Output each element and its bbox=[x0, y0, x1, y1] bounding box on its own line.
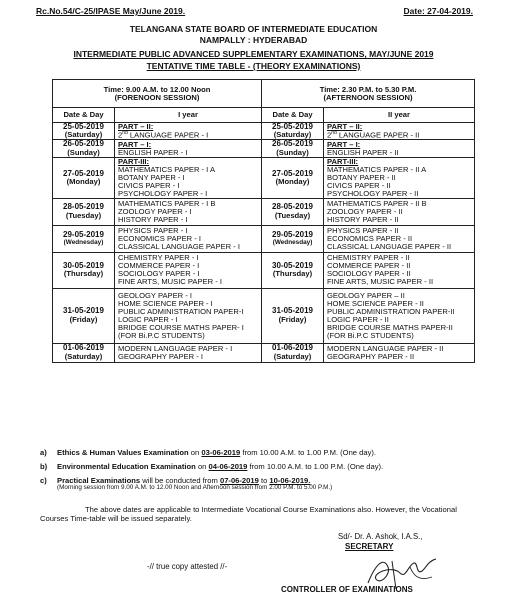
first-year-papers bbox=[115, 288, 262, 343]
first-year-papers bbox=[115, 225, 262, 252]
column-header-date: Date & Day bbox=[53, 108, 115, 123]
paper-name: ENGLISH PAPER - I bbox=[118, 147, 188, 157]
exam-date: 25-05-2019 bbox=[272, 122, 313, 132]
paper-name: MATHEMATICS PAPER - II A bbox=[327, 164, 427, 174]
paper-name: CLASSICAL LANGUAGE PAPER - I bbox=[118, 241, 240, 251]
exam-day: (Saturday) bbox=[64, 351, 103, 361]
paper-name: PHYSICS PAPER - I bbox=[118, 225, 188, 235]
paper-name: PUBLIC ADMINISTRATION PAPER-I bbox=[118, 306, 244, 316]
exam-date: 26-05-2019 bbox=[63, 139, 104, 149]
second-year-papers bbox=[324, 252, 475, 288]
note-a bbox=[40, 449, 480, 457]
part-label: PART – II: bbox=[327, 122, 363, 131]
paper-name: PHYSICS PAPER - II bbox=[327, 225, 399, 235]
date-cell bbox=[53, 157, 115, 198]
exam-day: (Thursday) bbox=[63, 269, 104, 279]
paper-name: CHEMISTRY PAPER - II bbox=[327, 253, 410, 263]
afternoon-session-header bbox=[262, 80, 475, 108]
board-location: NAMPALLY : HYDERABAD bbox=[199, 35, 308, 45]
note-c-to-date: 10-06-2019. bbox=[269, 475, 311, 485]
exam-day: (Thursday) bbox=[272, 269, 313, 279]
exam-day: (Friday) bbox=[69, 314, 98, 324]
paper-name: ECONOMICS PAPER - I bbox=[118, 233, 201, 243]
date-cell bbox=[53, 140, 115, 157]
note-c-text: will be conducted from bbox=[142, 475, 218, 485]
paper-name: SOCIOLOGY PAPER - II bbox=[327, 269, 411, 279]
date-cell bbox=[262, 343, 324, 362]
paper-name: GEOLOGY PAPER - I bbox=[118, 290, 192, 300]
table-row bbox=[53, 225, 475, 252]
second-year-papers bbox=[324, 198, 475, 225]
paper-name: GEOLOGY PAPER – II bbox=[327, 290, 405, 300]
note-c-label: c) bbox=[40, 475, 47, 485]
second-year-papers bbox=[324, 123, 475, 140]
afternoon-time: Time: 2.30 P.M. to 5.30 P.M. bbox=[319, 84, 417, 94]
column-header-first-year: I year bbox=[115, 108, 262, 123]
exam-date: 30-05-2019 bbox=[272, 260, 313, 270]
board-name: TELANGANA STATE BOARD OF INTERMEDIATE EDUCATION bbox=[129, 24, 378, 34]
paper-name: (FOR Bi.P.C STUDENTS) bbox=[327, 330, 414, 340]
exam-day: (Tuesday) bbox=[65, 210, 102, 220]
timetable bbox=[52, 79, 475, 363]
table-row bbox=[53, 140, 475, 157]
document-title: TENTATIVE TIME TABLE - (THEORY EXAMINATIONS) bbox=[146, 61, 361, 71]
table-row bbox=[53, 198, 475, 225]
paper-name: HOME SCIENCE PAPER - I bbox=[118, 298, 213, 308]
part-label: PART-III: bbox=[118, 156, 150, 166]
vocational-note: The above dates are applicable to Intermediate Vocational Course Examinations also. However, the Vocational Courses Time-table will be issued separately. bbox=[40, 505, 457, 524]
note-c-to: to bbox=[260, 475, 268, 485]
exam-day: (Tuesday) bbox=[274, 210, 311, 220]
column-header-date: Date & Day bbox=[262, 108, 324, 123]
note-a-on: on bbox=[190, 448, 200, 457]
signatory-name: Sd/- Dr. A. Ashok, I.A.S., bbox=[338, 532, 423, 541]
paper-name: ZOOLOGY PAPER - I bbox=[118, 206, 192, 216]
paper-name: CHEMISTRY PAPER - I bbox=[118, 253, 199, 263]
paper-name: GEOGRAPHY PAPER - II bbox=[327, 351, 415, 361]
table-row bbox=[53, 343, 475, 362]
exam-date: 29-05-2019 bbox=[272, 230, 313, 240]
first-year-papers bbox=[115, 140, 262, 157]
paper-name: CIVICS PAPER - I bbox=[118, 180, 180, 190]
paper-name: PSYCHOLOGY PAPER - II bbox=[327, 188, 419, 198]
forenoon-session-header bbox=[53, 80, 262, 108]
date-cell bbox=[262, 225, 324, 252]
part-label: PART – II: bbox=[118, 122, 154, 131]
first-year-papers bbox=[115, 343, 262, 362]
paper-name: BOTANY PAPER - I bbox=[118, 172, 185, 182]
exam-day: (Saturday) bbox=[273, 351, 312, 361]
paper-name: MODERN LANGUAGE PAPER - I bbox=[118, 343, 233, 353]
note-c bbox=[40, 477, 480, 492]
part-label: PART – I: bbox=[327, 139, 361, 149]
exam-date: 01-06-2019 bbox=[63, 343, 104, 353]
paper-name: (FOR Bi.P.C STUDENTS) bbox=[118, 330, 205, 340]
exam-date: 27-05-2019 bbox=[272, 168, 313, 178]
paper-name: 2nd LANGUAGE PAPER - II bbox=[327, 129, 420, 140]
exam-date: 31-05-2019 bbox=[63, 306, 104, 316]
exam-day: (Wednesday) bbox=[63, 238, 104, 246]
date-cell bbox=[262, 157, 324, 198]
paper-name: BOTANY PAPER - II bbox=[327, 172, 396, 182]
note-b-title: Environmental Education Examination bbox=[57, 461, 196, 471]
paper-name: 2nd LANGUAGE PAPER - I bbox=[118, 129, 209, 140]
exam-day: (Saturday) bbox=[64, 130, 103, 140]
paper-name: CIVICS PAPER - II bbox=[327, 180, 391, 190]
reference-number: Rc.No.54/C-25/IPASE May/June 2019. bbox=[36, 6, 186, 16]
first-year-papers bbox=[115, 123, 262, 140]
date-cell bbox=[53, 198, 115, 225]
exam-date: 28-05-2019 bbox=[63, 202, 104, 212]
column-header-second-year: II year bbox=[324, 108, 475, 123]
note-b-timing: from 10.00 A.M. to 1.00 P.M. (One day). bbox=[249, 461, 384, 471]
table-row bbox=[53, 157, 475, 198]
date-cell bbox=[53, 123, 115, 140]
exam-day: (Saturday) bbox=[273, 130, 312, 140]
date-cell bbox=[262, 288, 324, 343]
note-b bbox=[40, 463, 480, 471]
exam-date: 27-05-2019 bbox=[63, 168, 104, 178]
reference-line bbox=[36, 6, 473, 18]
afternoon-label: (AFTERNOON SESSION) bbox=[323, 92, 413, 102]
table-row bbox=[53, 288, 475, 343]
true-copy-attested: -// true copy attested //- bbox=[147, 562, 228, 571]
paper-name: FINE ARTS, MUSIC PAPER - I bbox=[118, 277, 222, 287]
paper-name: BRIDGE COURSE MATHS PAPER- I bbox=[118, 322, 244, 332]
date-cell bbox=[53, 343, 115, 362]
paper-name: ECONOMICS PAPER - II bbox=[327, 233, 413, 243]
forenoon-label: (FORENOON SESSION) bbox=[114, 92, 200, 102]
date-cell bbox=[262, 123, 324, 140]
exam-date: 01-06-2019 bbox=[272, 343, 313, 353]
paper-name: COMMERCE PAPER - II bbox=[327, 261, 411, 271]
date-cell bbox=[262, 252, 324, 288]
exam-date: 28-05-2019 bbox=[272, 202, 313, 212]
second-year-papers bbox=[324, 288, 475, 343]
note-b-label: b) bbox=[40, 461, 48, 471]
date-cell bbox=[53, 225, 115, 252]
second-year-papers bbox=[324, 140, 475, 157]
paper-name: MODERN LANGUAGE PAPER - II bbox=[327, 343, 444, 353]
exam-name: INTERMEDIATE PUBLIC ADVANCED SUPPLEMENTARY EXAMINATIONS, MAY/JUNE 2019 bbox=[73, 49, 434, 59]
paper-name: FINE ARTS, MUSIC PAPER - II bbox=[327, 277, 434, 287]
date-cell bbox=[53, 288, 115, 343]
note-b-date: 04-06-2019 bbox=[208, 461, 248, 471]
second-year-papers bbox=[324, 157, 475, 198]
date-cell bbox=[53, 252, 115, 288]
note-a-date: 03-06-2019 bbox=[201, 448, 241, 457]
paper-name: HOME SCIENCE PAPER - II bbox=[327, 298, 424, 308]
issue-date: Date: 27-04-2019. bbox=[403, 6, 473, 16]
exam-date: 26-05-2019 bbox=[272, 139, 313, 149]
part-label: PART – I: bbox=[118, 139, 152, 149]
note-b-on: on bbox=[197, 461, 207, 471]
table-row bbox=[53, 123, 475, 140]
second-year-papers bbox=[324, 225, 475, 252]
date-cell bbox=[262, 198, 324, 225]
paper-name: BRIDGE COURSE MATHS PAPER-II bbox=[327, 322, 453, 332]
date-cell bbox=[262, 140, 324, 157]
exam-day: (Friday) bbox=[278, 314, 307, 324]
paper-name: SOCIOLOGY PAPER - I bbox=[118, 269, 200, 279]
paper-name: GEOGRAPHY PAPER - I bbox=[118, 351, 203, 361]
note-c-from-date: 07-06-2019 bbox=[219, 475, 259, 485]
forenoon-time: Time: 9.00 A.M. to 12.00 Noon bbox=[103, 84, 211, 94]
first-year-papers bbox=[115, 157, 262, 198]
paper-name: PUBLIC ADMINISTRATION PAPER-II bbox=[327, 306, 455, 316]
note-c-sessions: (Morning session from 9.00 A.M. to 12.00 Noon and Afternoon session from 2.00 P.M. to 5.00 P.M.) bbox=[57, 483, 333, 491]
paper-name: PSYCHOLOGY PAPER - I bbox=[118, 188, 208, 198]
controller-title: CONTROLLER OF EXAMINATIONS bbox=[281, 585, 413, 594]
paper-name: LOGIC PAPER - I bbox=[118, 314, 178, 324]
exam-day: (Monday) bbox=[66, 176, 101, 186]
exam-date: 30-05-2019 bbox=[63, 260, 104, 270]
paper-name: MATHEMATICS PAPER - II B bbox=[327, 198, 427, 208]
paper-name: MATHEMATICS PAPER - I A bbox=[118, 164, 216, 174]
exam-day: (Wednesday) bbox=[272, 238, 313, 246]
exam-date: 25-05-2019 bbox=[63, 122, 104, 132]
secretary-title: SECRETARY bbox=[345, 542, 394, 551]
paper-name: MATHEMATICS PAPER - I B bbox=[118, 198, 216, 208]
paper-name: ZOOLOGY PAPER - II bbox=[327, 206, 403, 216]
exam-date: 31-05-2019 bbox=[272, 306, 313, 316]
note-c-title: Practical Examinations bbox=[57, 475, 141, 485]
notes bbox=[40, 449, 480, 498]
second-year-papers bbox=[324, 343, 475, 362]
first-year-papers bbox=[115, 252, 262, 288]
part-label: PART-III: bbox=[327, 156, 359, 166]
note-a-timing: from 10.00 A.M. to 1.00 P.M. (One day). bbox=[242, 448, 377, 457]
paper-name: HISTORY PAPER - I bbox=[118, 214, 188, 224]
paper-name: CLASSICAL LANGUAGE PAPER - II bbox=[327, 241, 452, 251]
table-row bbox=[53, 252, 475, 288]
exam-day: (Sunday) bbox=[276, 147, 309, 157]
paper-name: HISTORY PAPER - II bbox=[327, 214, 399, 224]
exam-day: (Sunday) bbox=[67, 147, 100, 157]
first-year-papers bbox=[115, 198, 262, 225]
paper-name: COMMERCE PAPER - I bbox=[118, 261, 200, 271]
exam-date: 29-05-2019 bbox=[63, 230, 104, 240]
paper-name: LOGIC PAPER - II bbox=[327, 314, 389, 324]
note-a-title: Ethics & Human Values Examination bbox=[57, 448, 189, 457]
paper-name: ENGLISH PAPER - II bbox=[327, 147, 399, 157]
note-a-label: a) bbox=[40, 448, 47, 457]
exam-day: (Monday) bbox=[275, 176, 310, 186]
